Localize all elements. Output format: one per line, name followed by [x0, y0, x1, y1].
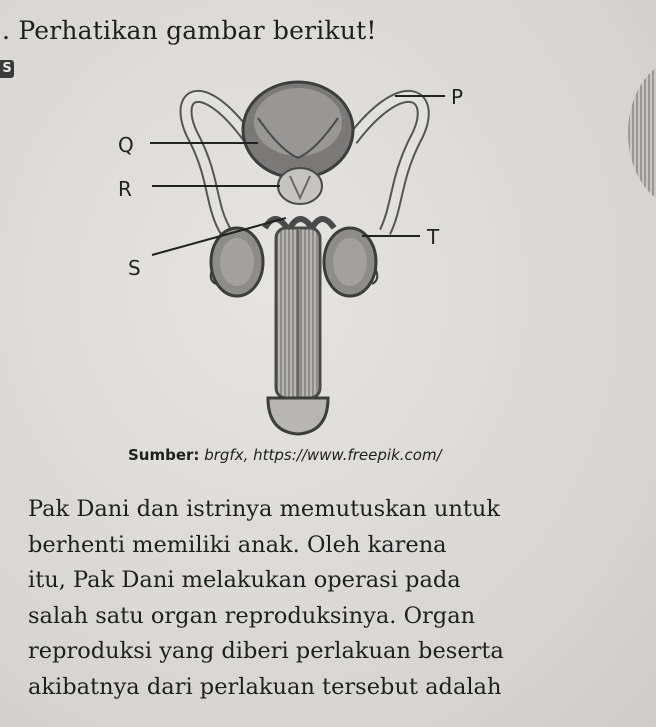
paragraph-line: berhenti memiliki anak. Oleh karena: [28, 531, 447, 558]
figure-caption: [128, 446, 442, 464]
question-paragraph: [28, 492, 653, 705]
question-title: Perhatikan gambar berikut!: [18, 16, 377, 45]
paragraph-line: itu, Pak Dani melakukan operasi pada: [28, 567, 461, 593]
glans: [268, 398, 328, 434]
paragraph-line: Pak Dani dan istrinya memutuskan untuk: [28, 496, 500, 522]
label-p: P: [451, 85, 464, 109]
label-s: S: [128, 256, 141, 280]
question-marker: .: [2, 16, 11, 45]
caption-source-text: brgfx, https://www.freepik.com/: [204, 446, 442, 464]
paragraph-line: reproduksi yang diberi perlakuan beserta: [28, 638, 504, 664]
caption-source-label: Sumber:: [128, 446, 200, 464]
label-r: R: [118, 177, 132, 201]
label-t: T: [427, 225, 440, 249]
label-q: Q: [118, 133, 134, 157]
paragraph-line: salah satu organ reproduksinya. Organ: [28, 602, 476, 629]
section-tag: S: [0, 60, 14, 78]
paragraph-line: akibatnya dari perlakuan tersebut adalah: [28, 673, 502, 700]
